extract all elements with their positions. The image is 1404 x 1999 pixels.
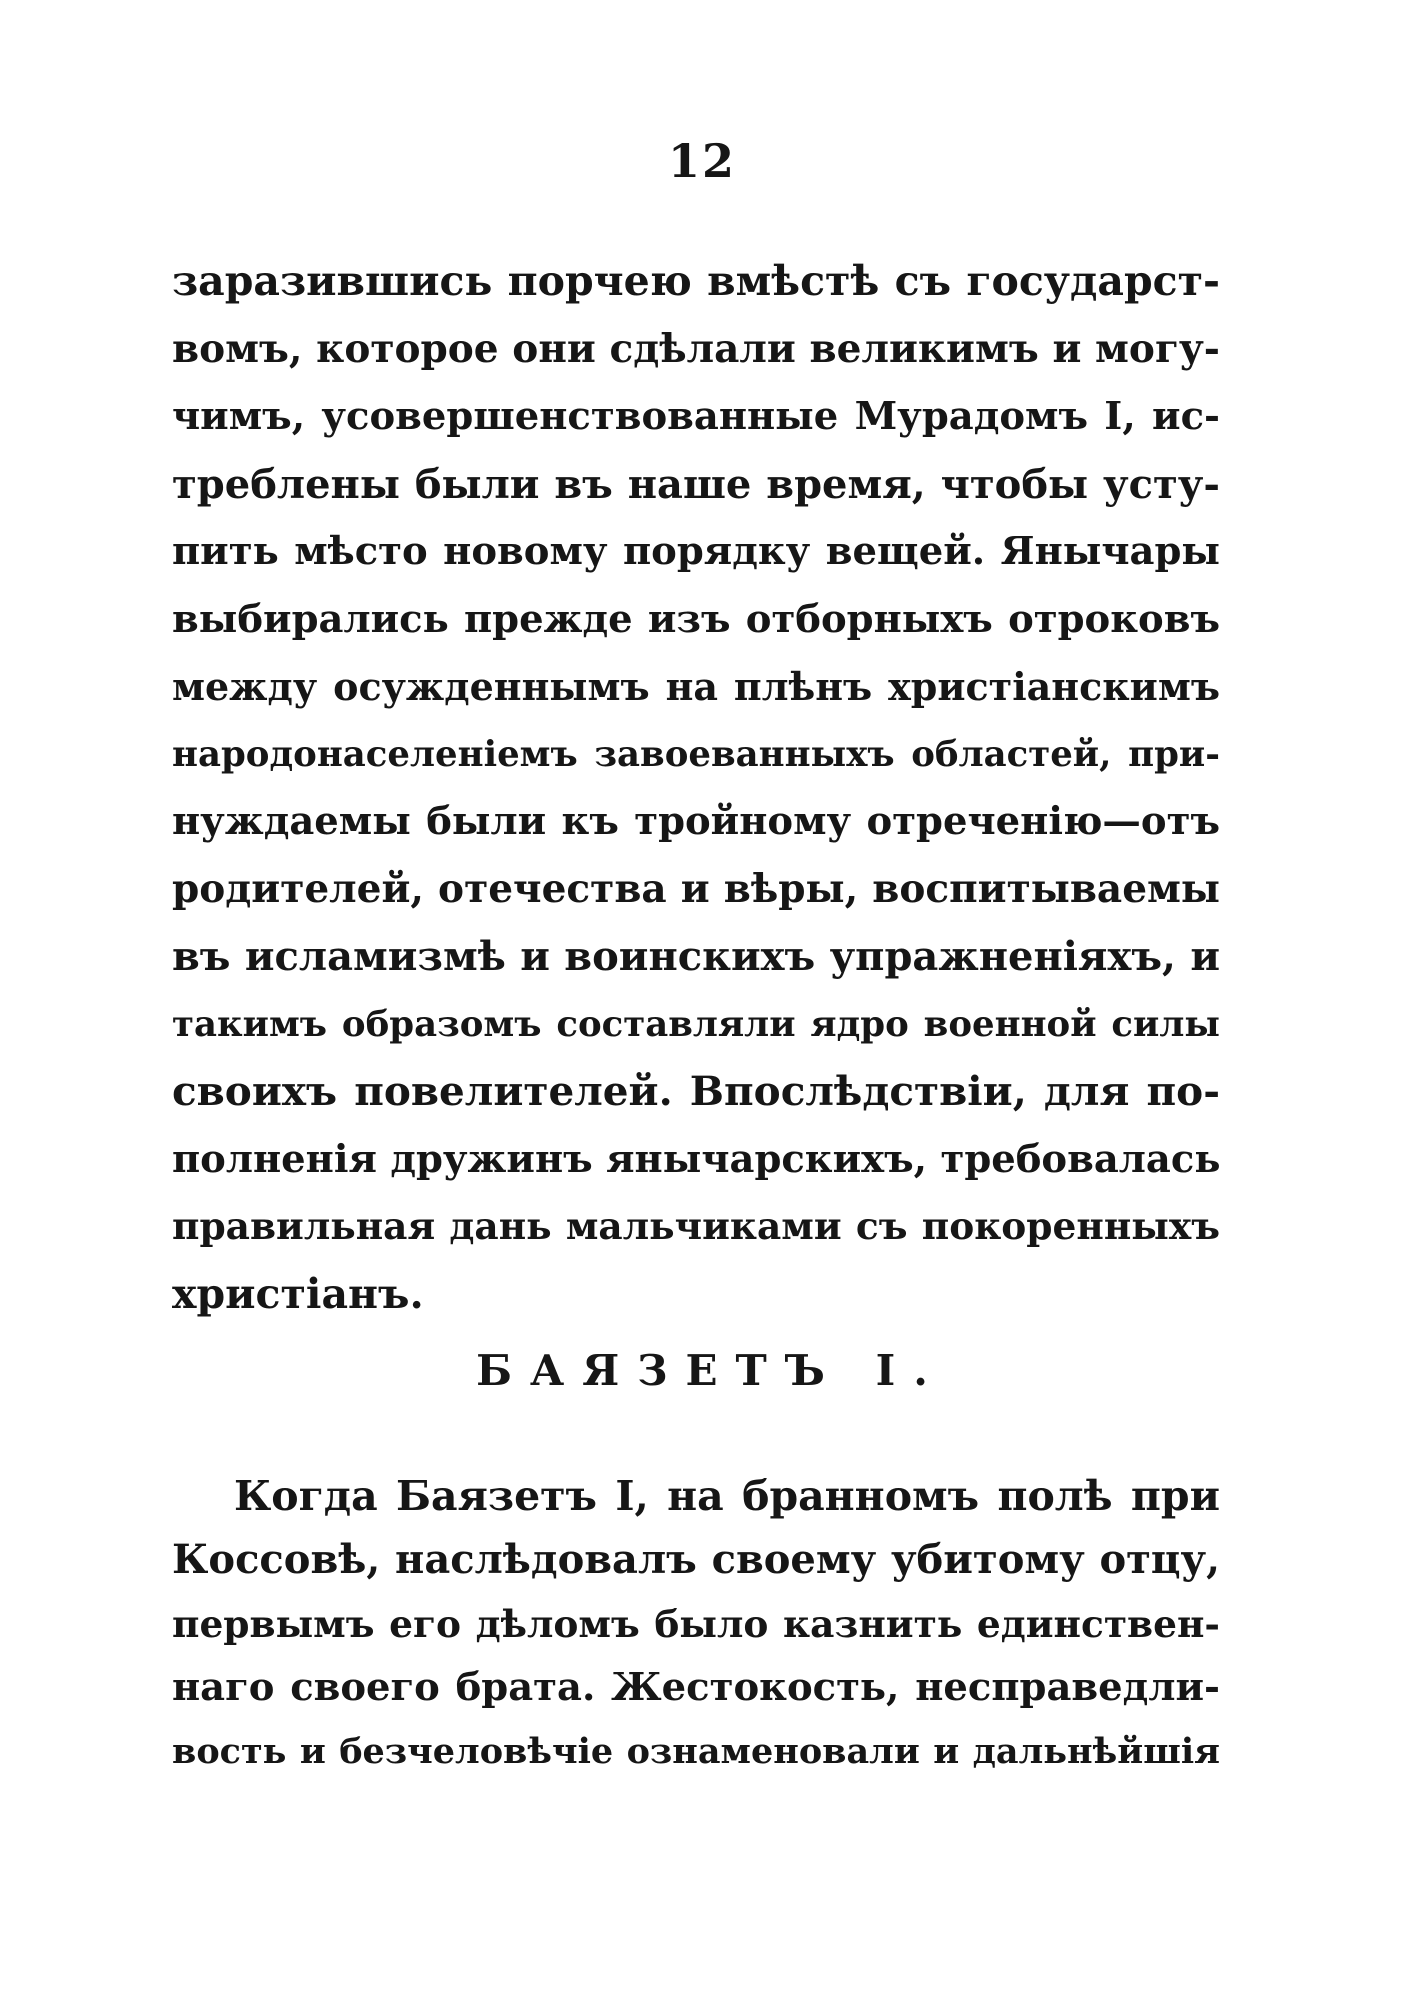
text-line: наго своего брата. Жестокость, несправедли- (172, 1665, 1220, 1710)
text-line: треблены были въ наше время, чтобы усту- (172, 460, 1220, 508)
text-line: заразившись порчею вмѣстѣ съ государст- (172, 257, 1220, 305)
text-line: чимъ, усовершенствованные Мурадомъ I, ис- (172, 394, 1220, 439)
paragraph-janissaries (172, 248, 1220, 1328)
text-line: своихъ повелителей. Впослѣдствіи, для по- (172, 1067, 1220, 1115)
text-line: выбирались прежде изъ отборныхъ отроковъ (172, 596, 1220, 642)
text-line: въ исламизмѣ и воинскихъ упражненіяхъ, и (172, 933, 1220, 980)
text-line: вость и безчеловѣчіе ознаменовали и дальнѣйшія (172, 1731, 1220, 1772)
text-line: Когда Баязетъ I, на бранномъ полѣ при (234, 1472, 1220, 1520)
text-line: полненія дружинъ янычарскихъ, требовалась (172, 1136, 1221, 1182)
text-line: Коссовѣ, наслѣдовалъ своему убитому отцу, (172, 1536, 1220, 1583)
text-line: правильная дань мальчиками съ покоренныхъ (172, 1204, 1220, 1248)
section-heading: БАЯЗЕТЪ I. (476, 1346, 946, 1395)
text-line: между осужденнымъ на плѣнъ христіанскимъ (172, 664, 1220, 709)
text-line: первымъ его дѣломъ было казнить единствен- (172, 1602, 1220, 1646)
paragraph-bayezid (172, 1464, 1220, 1784)
page-number: 12 (667, 134, 736, 188)
text-line: нуждаемы были къ тройному отреченію—отъ (172, 799, 1220, 844)
text-line: такимъ образомъ составляли ядро военной силы (172, 1003, 1220, 1045)
text-line: пить мѣсто новому порядку вещей. Янычары (172, 529, 1220, 574)
text-line: родителей, отечества и вѣры, воспитываемы (172, 865, 1220, 912)
text-line: христіанъ. (172, 1269, 424, 1318)
text-line: народонаселеніемъ завоеванныхъ областей, при- (172, 733, 1220, 775)
text-line: вомъ, которое они сдѣлали великимъ и могу- (172, 325, 1220, 372)
